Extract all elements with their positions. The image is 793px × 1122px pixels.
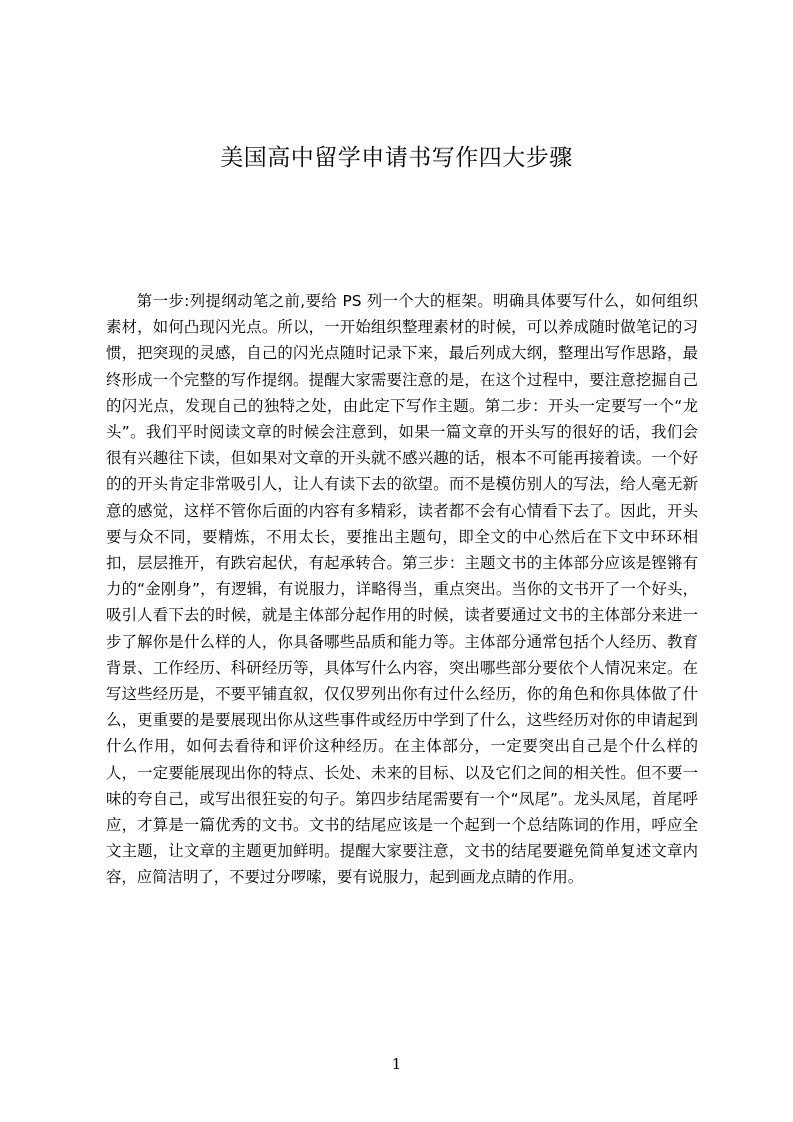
page-number: 1	[391, 1055, 402, 1073]
body-paragraph: 第一步:列提纲动笔之前,要给 PS 列一个大的框架。明确具体要写什么，如何组织素材，如何凸现闪光点。所以，一开始组织整理素材的时候，可以养成随时做笔记的习惯，把突现的灵感，自己的闪光点随时记录下来，最后列成大纲，整理出写作思路，最终形成一个完整的写作提纲。提醒大家需要注意的是，在这个过程中，要注意挖掘自己的闪光点，发现自己的独特之处，由此定下写作主题。第二步：开头一定要写一个“龙头”。我们平时阅读文章的时候会注意到，如果一篇文章的开头写的很好的话，我们会很有兴趣往下读，但如果对文章的开头就不感兴趣的话，根本不可能再接着读。一个好的的开头肯定非常吸引人，让人有读下去的欲望。而不是模仿别人的写法，给人毫无新意的感觉，这样不管你后面的内容有多精彩，读者都不会有心情看下去了。因此，开头要与众不同，要精炼，不用太长，要推出主题句，即全文的中心然后在下文中环环相扣，层层推开，有跌宕起伏，有起承转合。第三步：主题文书的主体部分应该是铿锵有力的“金刚身”，有逻辑，有说服力，详略得当，重点突出。当你的文书开了一个好头，吸引人看下去的时候，就是主体部分起作用的时候，读者要通过文书的主体部分来进一步了解你是什么样的人，你具备哪些品质和能力等。主体部分通常包括个人经历、教育背景、工作经历、科研经历等，具体写什么内容，突出哪些部分要依个人情况来定。在写这些经历是，不要平铺直叙，仅仅罗列出你有过什么经历，你的角色和你具体做了什么，更重要的是要展现出你从这些事件或经历中学到了什么，这些经历对你的申请起到什么作用，如何去看待和评价这种经历。在主体部分，一定要突出自己是个什么样的人，一定要能展现出你的特点、长处、未来的目标、以及它们之间的相关性。但不要一味的夸自己，或写出很狂妄的句子。第四步结尾需要有一个“凤尾”。龙头凤尾，首尾呼应，才算是一篇优秀的文书。文书的结尾应该是一个起到一个总结陈词的作用，呼应全文主题，让文章的主题更加鲜明。提醒大家要注意，文书的结尾要避免简单复述文章内容，应简洁明了，不要过分啰嗦，要有说服力，起到画龙点睛的作用。	[106, 292, 698, 887]
page-title: 美国高中留学申请书写作四大步骤	[220, 145, 573, 171]
